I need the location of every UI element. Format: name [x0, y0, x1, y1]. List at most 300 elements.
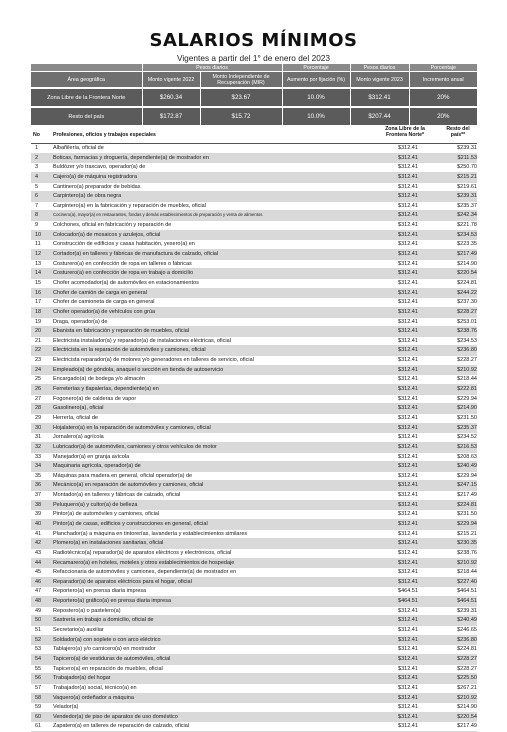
row-zona-libre: $312.41 — [398, 511, 418, 518]
table-row — [31, 202, 477, 212]
row-zona-libre: $312.41 — [398, 530, 418, 537]
row-resto-pais: $464.51 — [457, 588, 477, 595]
row-number: 38 — [35, 501, 42, 508]
row-resto-pais: $227.40 — [457, 578, 477, 585]
row-profession: Chofer de camioneta de carga en general — [53, 299, 155, 306]
row-profession: Repostero(a) o pastelero(a) — [53, 607, 121, 614]
summary-cell: $207.44 — [350, 107, 409, 125]
table-row — [31, 192, 477, 202]
row-resto-pais: $267.21 — [457, 684, 477, 691]
row-number: 44 — [35, 559, 42, 566]
row-resto-pais: $240.49 — [457, 617, 477, 624]
page-title: SALARIOS MÍNIMOS — [149, 30, 358, 51]
table-row — [31, 173, 477, 183]
row-profession: Refaccionaria de automóviles y camiones, dependiente(a) de mostrador en — [53, 569, 237, 576]
table-row — [31, 472, 477, 482]
row-zona-libre: $312.41 — [398, 627, 418, 634]
table-row — [31, 163, 477, 173]
row-number: 6 — [35, 193, 39, 200]
summary-cell: $23.67 — [200, 88, 282, 107]
row-resto-pais: $231.50 — [457, 414, 477, 421]
table-row — [31, 385, 477, 395]
row-zona-libre: $312.41 — [398, 492, 418, 499]
row-zona-libre: $312.41 — [398, 569, 418, 576]
row-number: 49 — [35, 607, 42, 614]
row-profession: Draga, operador(a) de — [53, 318, 108, 325]
row-profession: Albañilería, oficial de — [53, 145, 104, 151]
row-zona-libre: $312.41 — [398, 424, 418, 431]
professions-list — [31, 144, 477, 732]
row-number: 61 — [35, 723, 42, 730]
row-resto-pais: $221.78 — [457, 222, 477, 229]
table-row — [31, 395, 477, 405]
row-zona-libre: $312.41 — [398, 212, 418, 219]
row-number: 50 — [35, 617, 42, 624]
row-profession: Carpintero(a) de obra negra — [53, 193, 122, 200]
table-row — [31, 327, 477, 337]
table-row — [31, 453, 477, 463]
row-number: 21 — [35, 337, 42, 344]
table-row — [31, 597, 477, 607]
table-row — [31, 221, 477, 231]
row-zona-libre: $312.41 — [398, 675, 418, 682]
table-row — [31, 211, 477, 221]
row-resto-pais: $222.81 — [457, 386, 477, 393]
row-zona-libre: $312.41 — [398, 684, 418, 691]
row-profession: Vaquero(a) ordeñador a máquina — [53, 694, 134, 701]
row-zona-libre: $312.41 — [398, 270, 418, 277]
summary-cell: $312.41 — [350, 88, 409, 107]
summary-group-cell — [31, 64, 142, 72]
table-row — [31, 154, 477, 164]
row-zona-libre: $312.41 — [398, 453, 418, 460]
list-header — [31, 126, 477, 144]
row-resto-pais: $236.80 — [457, 347, 477, 354]
summary-cell: Zona Libre de la Frontera Norte — [31, 88, 142, 107]
table-row — [31, 240, 477, 250]
row-resto-pais: $235.37 — [457, 424, 477, 431]
row-number: 41 — [35, 530, 42, 537]
row-profession: Recamarero(a) en hoteles, moteles y otros establecimientos de hospedaje — [53, 559, 235, 566]
row-zona-libre: $312.41 — [398, 395, 418, 402]
row-number: 1 — [35, 145, 39, 151]
row-profession: Velador(a) — [53, 704, 79, 711]
row-number: 42 — [35, 540, 42, 547]
summary-row — [31, 88, 477, 107]
row-number: 15 — [35, 279, 42, 286]
row-profession: Buldózer y/o traxcavo, operador(a) de — [53, 164, 146, 171]
row-resto-pais: $239.31 — [457, 145, 477, 151]
table-row — [31, 549, 477, 559]
summary-group-cell: Porcentaje — [409, 64, 477, 72]
row-profession: Boticas, farmacias y droguería, dependiente(a) de mostrador en — [53, 154, 209, 161]
row-profession: Gasolinero(a), oficial — [53, 405, 104, 412]
row-resto-pais: $234.53 — [457, 231, 477, 238]
row-resto-pais: $217.49 — [457, 492, 477, 499]
row-profession: Empleado(a) de góndola, anaquel o sección en tienda de autoservicio — [53, 366, 224, 373]
summary-group-row — [31, 64, 477, 72]
row-resto-pais: $229.94 — [457, 395, 477, 402]
row-profession: Chofer operador(a) de vehículos con grúa — [53, 308, 156, 315]
summary-header-cell: Área geográfica — [31, 72, 142, 89]
row-profession: Reportero(a) gráfico(a) en prensa diaria impresa — [53, 598, 171, 605]
row-zona-libre: $312.41 — [398, 655, 418, 662]
row-zona-libre: $312.41 — [398, 299, 418, 306]
summary-cell: $15.72 — [200, 107, 282, 125]
row-number: 27 — [35, 395, 42, 402]
row-profession: Radiotécnico(a) reparador(a) de aparatos eléctricos y electrónicos, oficial — [53, 549, 232, 556]
row-zona-libre: $312.41 — [398, 173, 418, 180]
row-number: 5 — [35, 183, 39, 190]
row-resto-pais: $215.21 — [457, 530, 477, 537]
row-resto-pais: $220.54 — [457, 270, 477, 277]
row-number: 18 — [35, 308, 42, 315]
row-profession: Peluquero(a) y cultor(a) de belleza — [53, 501, 138, 508]
row-resto-pais: $239.31 — [457, 193, 477, 200]
row-number: 13 — [35, 260, 42, 267]
row-profession: Electricista en la reparación de automóviles y camiones, oficial — [53, 347, 206, 354]
row-resto-pais: $229.94 — [457, 472, 477, 479]
row-number: 16 — [35, 289, 42, 296]
row-profession: Secretario(a) auxiliar — [53, 627, 104, 634]
row-number: 30 — [35, 424, 42, 431]
header-zona-libre: Zona Libre de la Frontera Norte* — [385, 126, 425, 138]
table-row — [31, 260, 477, 270]
table-row — [31, 722, 477, 732]
row-profession: Soldador(a) con soplete o con arco eléctrico — [53, 636, 161, 643]
row-number: 47 — [35, 588, 42, 595]
row-number: 26 — [35, 386, 42, 393]
row-resto-pais: $216.53 — [457, 443, 477, 450]
row-resto-pais: $229.94 — [457, 520, 477, 527]
summary-cell: 20% — [409, 107, 477, 125]
row-zona-libre: $312.41 — [398, 318, 418, 325]
table-row — [31, 289, 477, 299]
row-number: 4 — [35, 173, 39, 180]
summary-cell: 10.0% — [282, 107, 350, 125]
row-zona-libre: $312.41 — [398, 578, 418, 585]
row-resto-pais: $228.27 — [457, 308, 477, 315]
table-row — [31, 462, 477, 472]
row-zona-libre: $312.41 — [398, 405, 418, 412]
row-zona-libre: $312.41 — [398, 386, 418, 393]
row-resto-pais: $218.44 — [457, 376, 477, 383]
row-zona-libre: $312.41 — [398, 366, 418, 373]
row-resto-pais: $218.44 — [457, 569, 477, 576]
table-row — [31, 616, 477, 626]
row-resto-pais: $210.92 — [457, 559, 477, 566]
row-zona-libre: $312.41 — [398, 164, 418, 171]
row-profession: Zapatero(a) en talleres de reparación de calzado, oficial — [53, 723, 190, 730]
table-row — [31, 607, 477, 617]
table-row — [31, 424, 477, 434]
row-number: 59 — [35, 704, 42, 711]
row-profession: Cajero(a) de máquina registradora — [53, 173, 138, 180]
row-profession: Construcción de edificios y casas habitación, yesero(a) en — [53, 241, 195, 248]
row-resto-pais: $217.49 — [457, 723, 477, 730]
row-resto-pais: $247.15 — [457, 482, 477, 489]
row-resto-pais: $210.92 — [457, 366, 477, 373]
row-resto-pais: $238.76 — [457, 328, 477, 335]
row-number: 34 — [35, 463, 42, 470]
row-zona-libre: $312.41 — [398, 279, 418, 286]
row-profession: Colchones, oficial en fabricación y reparación de — [53, 222, 172, 229]
row-zona-libre: $312.41 — [398, 636, 418, 643]
table-row — [31, 231, 477, 241]
row-resto-pais: $240.49 — [457, 463, 477, 470]
row-resto-pais: $234.52 — [457, 434, 477, 441]
row-number: 8 — [35, 212, 39, 219]
summary-cell: $172.87 — [142, 107, 200, 125]
row-resto-pais: $214.90 — [457, 260, 477, 267]
row-resto-pais: $253.01 — [457, 318, 477, 325]
row-number: 14 — [35, 270, 42, 277]
row-profession: Colocador(a) de mosaicos y azulejos, oficial — [53, 231, 161, 238]
row-resto-pais: $219.61 — [457, 183, 477, 190]
summary-cell: 10.0% — [282, 88, 350, 107]
row-zona-libre: $312.41 — [398, 463, 418, 470]
row-zona-libre: $312.41 — [398, 222, 418, 229]
row-number: 48 — [35, 598, 42, 605]
row-zona-libre: $312.41 — [398, 251, 418, 258]
table-row — [31, 626, 477, 636]
row-zona-libre: $312.41 — [398, 231, 418, 238]
row-resto-pais: $250.70 — [457, 164, 477, 171]
row-number: 24 — [35, 366, 42, 373]
table-row — [31, 636, 477, 646]
summary-cell: 20% — [409, 88, 477, 107]
table-row — [31, 337, 477, 347]
row-zona-libre: $312.41 — [398, 376, 418, 383]
row-number: 29 — [35, 414, 42, 421]
row-profession: Chofer de camión de carga en general — [53, 289, 147, 296]
table-row — [31, 578, 477, 588]
row-resto-pais: $208.63 — [457, 453, 477, 460]
row-zona-libre: $312.41 — [398, 328, 418, 335]
row-zona-libre: $312.41 — [398, 193, 418, 200]
table-row — [31, 346, 477, 356]
row-resto-pais: $214.90 — [457, 704, 477, 711]
row-resto-pais: $220.54 — [457, 713, 477, 720]
row-profession: Lubricador(a) de automóviles, camiones y otros vehículos de motor — [53, 443, 217, 450]
row-profession: Chofer acomodador(a) de automóviles en estacionamientos — [53, 279, 199, 286]
row-zona-libre: $312.41 — [398, 414, 418, 421]
row-zona-libre: $312.41 — [398, 617, 418, 624]
row-number: 51 — [35, 627, 42, 634]
table-row — [31, 183, 477, 193]
row-number: 2 — [35, 154, 39, 161]
row-profession: Tapicero(a) de vestiduras de automóviles, oficial — [53, 655, 171, 662]
row-profession: Electricista reparador(a) de motores y/o generadores en talleres de servicio, oficial — [53, 357, 254, 364]
row-resto-pais: $228.27 — [457, 655, 477, 662]
summary-cell: $260.34 — [142, 88, 200, 107]
row-profession: Cocinero(a), mayor(a) en restaurantes, fondas y demás establecimientos de preparación y venta de alimentos — [53, 212, 263, 218]
header-resto-pais: Resto del país** — [446, 126, 470, 138]
row-zona-libre: $312.41 — [398, 501, 418, 508]
table-row — [31, 433, 477, 443]
row-number: 39 — [35, 511, 42, 518]
summary-group-cell: Pesos diarios — [350, 64, 409, 72]
row-resto-pais: $230.35 — [457, 540, 477, 547]
row-profession: Manejador(a) en granja avícola — [53, 453, 130, 460]
row-resto-pais: $235.37 — [457, 202, 477, 209]
row-number: 40 — [35, 520, 42, 527]
row-profession: Tablajero(a) y/o carnicero(a) en mostrador — [53, 646, 156, 653]
summary-header-row — [31, 72, 477, 89]
row-zona-libre: $312.41 — [398, 308, 418, 315]
summary-header-cell: Incremento anual — [409, 72, 477, 89]
table-row — [31, 520, 477, 530]
table-row — [31, 587, 477, 597]
row-zona-libre: $312.41 — [398, 540, 418, 547]
row-number: 55 — [35, 665, 42, 672]
row-zona-libre: $312.41 — [398, 357, 418, 364]
row-zona-libre: $312.41 — [398, 289, 418, 296]
row-number: 19 — [35, 318, 42, 325]
table-row — [31, 674, 477, 684]
row-number: 32 — [35, 443, 42, 450]
table-row — [31, 356, 477, 366]
row-resto-pais: $223.35 — [457, 241, 477, 248]
row-profession: Costurero(a) en confección de ropa en talleres o fábricas — [53, 260, 192, 267]
row-number: 3 — [35, 164, 39, 171]
summary-header-cell: Aumento por fijación (%) — [282, 72, 350, 89]
summary-group-cell: Pesos diarios — [142, 64, 282, 72]
row-profession: Pintor(a) de automóviles y camiones, oficial — [53, 511, 160, 518]
row-resto-pais: $244.22 — [457, 289, 477, 296]
table-row — [31, 250, 477, 260]
row-zona-libre: $312.41 — [398, 694, 418, 701]
row-number: 35 — [35, 472, 42, 479]
table-row — [31, 501, 477, 511]
row-zona-libre: $312.41 — [398, 145, 418, 151]
summary-row — [31, 107, 477, 125]
row-number: 56 — [35, 675, 42, 682]
row-zona-libre: $464.51 — [398, 598, 418, 605]
row-zona-libre: $312.41 — [398, 183, 418, 190]
row-resto-pais: $228.27 — [457, 357, 477, 364]
row-number: 52 — [35, 636, 42, 643]
summary-table — [31, 64, 477, 125]
row-profession: Costurero(a) en confección de ropa en trabajo a domicilio — [53, 270, 194, 277]
row-resto-pais: $234.53 — [457, 337, 477, 344]
row-zona-libre: $312.41 — [398, 607, 418, 614]
table-row — [31, 703, 477, 713]
row-profession: Plomero(a) en instalaciones sanitarias, oficial — [53, 540, 164, 547]
row-number: 23 — [35, 357, 42, 364]
row-zona-libre: $312.41 — [398, 520, 418, 527]
row-profession: Encargado(a) de bodega y/o almacén — [53, 376, 146, 383]
row-profession: Pintor(a) de casas, edificios y construcciones en general, oficial — [53, 520, 208, 527]
row-resto-pais: $224.81 — [457, 501, 477, 508]
row-zona-libre: $312.41 — [398, 337, 418, 344]
table-row — [31, 568, 477, 578]
table-row — [31, 665, 477, 675]
row-number: 36 — [35, 482, 42, 489]
row-zona-libre: $312.41 — [398, 347, 418, 354]
table-row — [31, 366, 477, 376]
row-number: 11 — [35, 241, 41, 248]
row-profession: Hojalatero(a) en la reparación de automóviles y camiones, oficial — [53, 424, 211, 431]
row-profession: Cortador(a) en talleres y fábricas de manufactura de calzado, oficial — [53, 251, 219, 258]
summary-header-cell: Monto Independiente de Recuperación (MIR) — [200, 72, 282, 89]
row-profession: Trabajador(a) social, técnico(a) en — [53, 684, 137, 691]
table-row — [31, 645, 477, 655]
table-row — [31, 298, 477, 308]
row-profession: Reportero(a) en prensa diaria impresa — [53, 588, 147, 595]
row-profession: Jornalero(a) agrícola — [53, 434, 104, 441]
row-zona-libre: $312.41 — [398, 704, 418, 711]
row-number: 60 — [35, 713, 42, 720]
row-zona-libre: $312.41 — [398, 482, 418, 489]
row-number: 43 — [35, 549, 42, 556]
row-zona-libre: $312.41 — [398, 154, 418, 161]
table-row — [31, 481, 477, 491]
table-row — [31, 684, 477, 694]
summary-header-cell: Monto vigente 2022 — [142, 72, 200, 89]
table-row — [31, 144, 477, 154]
row-zona-libre: $312.41 — [398, 472, 418, 479]
table-row — [31, 279, 477, 289]
row-number: 37 — [35, 492, 42, 499]
row-profession: Maquinaria agrícola, operador(a) de — [53, 463, 141, 470]
table-row — [31, 694, 477, 704]
row-number: 9 — [35, 222, 39, 229]
header-no: No — [33, 132, 40, 138]
row-resto-pais: $214.90 — [457, 405, 477, 412]
row-resto-pais: $237.30 — [457, 299, 477, 306]
row-resto-pais: $224.81 — [457, 646, 477, 653]
row-profession: Carpintero(a) en la fabricación y reparación de muebles, oficial — [53, 202, 206, 209]
table-row — [31, 404, 477, 414]
summary-header-cell: Monto vigente 2023 — [350, 72, 409, 89]
row-number: 33 — [35, 453, 42, 460]
row-resto-pais: $236.80 — [457, 636, 477, 643]
row-number: 10 — [35, 231, 42, 238]
table-row — [31, 559, 477, 569]
row-zona-libre: $312.41 — [398, 723, 418, 730]
row-resto-pais: $215.21 — [457, 173, 477, 180]
row-zona-libre: $312.41 — [398, 559, 418, 566]
row-profession: Reparador(a) de aparatos eléctricos para el hogar, oficial — [53, 578, 192, 585]
row-number: 31 — [35, 434, 42, 441]
row-resto-pais: $242.34 — [457, 212, 477, 219]
table-row — [31, 655, 477, 665]
row-zona-libre: $312.41 — [398, 549, 418, 556]
row-number: 28 — [35, 405, 42, 412]
row-resto-pais: $225.50 — [457, 675, 477, 682]
row-profession: Máquinas para madera en general, oficial operador(a) de — [53, 472, 193, 479]
row-zona-libre: $312.41 — [398, 665, 418, 672]
row-profession: Ebanista en fabricación y reparación de muebles, oficial — [53, 328, 190, 335]
row-profession: Trabajador(a) del hogar — [53, 675, 111, 682]
row-profession: Montador(a) en talleres y fábricas de calzado, oficial — [53, 492, 181, 499]
row-profession: Tapicero(a) en reparación de muebles, oficial — [53, 665, 163, 672]
row-profession: Fogonero(a) de calderas de vapor — [53, 395, 137, 402]
row-resto-pais: $211.53 — [457, 154, 477, 161]
row-profession: Mecánico(a) en reparación de automóviles y camiones, oficial — [53, 482, 204, 489]
row-resto-pais: $246.65 — [457, 627, 477, 634]
row-number: 17 — [35, 299, 42, 306]
table-row — [31, 539, 477, 549]
row-number: 12 — [35, 251, 42, 258]
row-zona-libre: $312.41 — [398, 202, 418, 209]
row-number: 58 — [35, 694, 42, 701]
row-profession: Herrería, oficial de — [53, 414, 98, 421]
table-row — [31, 318, 477, 328]
table-row — [31, 375, 477, 385]
row-number: 53 — [35, 646, 42, 653]
